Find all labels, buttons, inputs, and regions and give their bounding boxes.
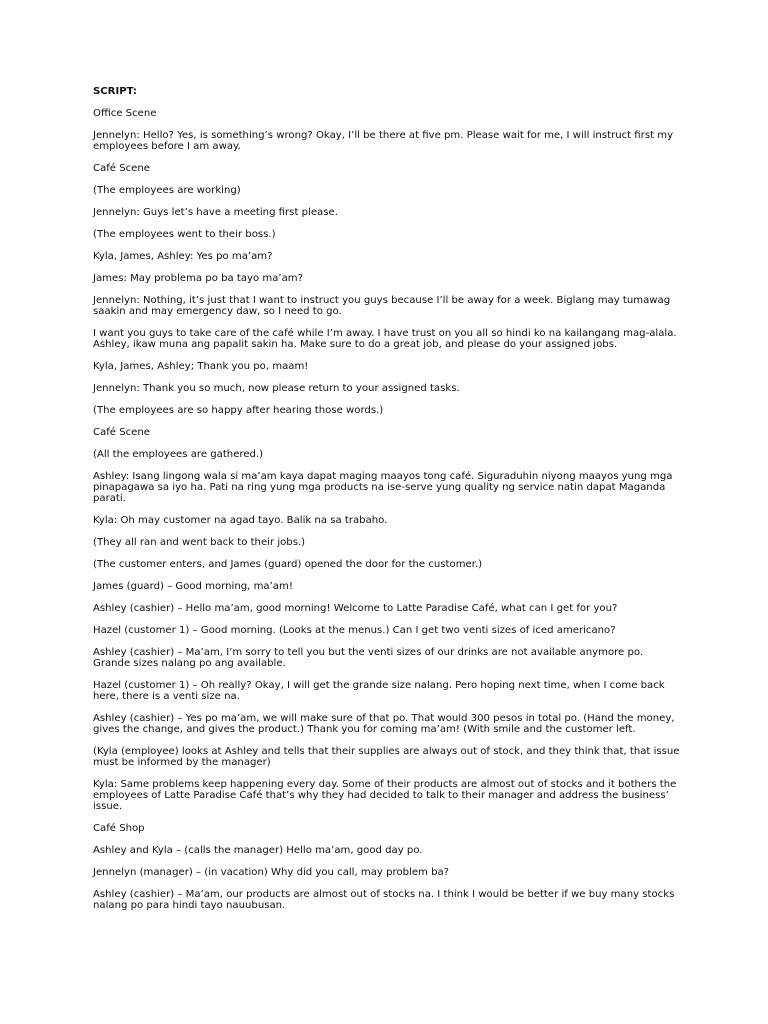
dialogue-line: Kyla: Oh may customer na agad tayo. Balik na sa trabaho. [93, 515, 388, 526]
scene-heading: Café Shop [93, 823, 145, 834]
scene-heading: Office Scene [93, 108, 157, 119]
dialogue-line: Ashley (cashier) – Hello ma’am, good morning! Welcome to Latte Paradise Café, what can I get for you? [93, 603, 618, 614]
script-title: SCRIPT: [93, 86, 137, 97]
dialogue-line: Jennelyn: Thank you so much, now please return to your assigned tasks. [93, 383, 460, 394]
dialogue-line: Kyla: Same problems keep happening every day. Some of their products are almost out of stocks and it bothers the employees of Latte Paradise Café that’s why they had decided to talk to their manager and address the business’ issue. [93, 779, 677, 812]
scene-heading: Café Scene [93, 427, 150, 438]
dialogue-line: Kyla, James, Ashley; Thank you po, maam! [93, 361, 309, 372]
dialogue-line: Kyla, James, Ashley: Yes po ma’am? [93, 251, 273, 262]
dialogue-line: James (guard) – Good morning, ma’am! [93, 581, 293, 592]
stage-direction: (All the employees are gathered.) [93, 449, 264, 460]
dialogue-line: Hazel (customer 1) – Good morning. (Looks at the menus.) Can I get two venti sizes of iced americano? [93, 625, 616, 636]
dialogue-line: Ashley (cashier) – Ma’am, our products are almost out of stocks na. I think I would be better if we buy many stocks nalang po para hindi tayo nauubusan. [93, 889, 675, 911]
stage-direction: (They all ran and went back to their jobs.) [93, 537, 306, 548]
dialogue-line: Ashley (cashier) – Ma’am, I’m sorry to tell you but the venti sizes of our drinks are not available anymore po. Grande sizes nalang po ang available. [93, 647, 644, 669]
dialogue-line: Jennelyn (manager) – (in vacation) Why did you call, may problem ba? [93, 867, 450, 878]
dialogue-line: Ashley (cashier) – Yes po ma’am, we will make sure of that po. That would 300 pesos in total po. (Hand the money, gives the change, and gives the product.) Thank you for coming ma’am! (With smile and the customer left. [93, 713, 675, 735]
dialogue-line: Jennelyn: Guys let’s have a meeting first please. [93, 207, 338, 218]
dialogue-line: James: May problema po ba tayo ma’am? [93, 273, 304, 284]
dialogue-line: I want you guys to take care of the café while I’m away. I have trust on you all so hindi ko na kailangang mag-alala. Ashley, ikaw muna ang papalit sakin ha. Make sure to do a great job, and please do your assigned jobs. [93, 328, 677, 350]
dialogue-line: Jennelyn: Nothing, it’s just that I want to instruct you guys because I’ll be away for a week. Biglang may tumawag saakin and may emergency daw, so I need to go. [93, 295, 671, 317]
stage-direction: (The employees are so happy after hearing those words.) [93, 405, 384, 416]
dialogue-line: Jennelyn: Hello? Yes, is something’s wrong? Okay, I’ll be there at five pm. Please wait for me, I will instruct first my employees before I am away. [93, 130, 674, 152]
dialogue-line: Hazel (customer 1) – Oh really? Okay, I will get the grande size nalang. Pero hoping next time, when I come back here, there is a venti size na. [93, 680, 665, 702]
stage-direction: (Kyla (employee) looks at Ashley and tells that their supplies are always out of stock, and they think that, that issue must be informed by the manager) [93, 746, 680, 768]
document-page [93, 86, 683, 922]
stage-direction: (The employees went to their boss.) [93, 229, 276, 240]
stage-direction: (The employees are working) [93, 185, 241, 196]
scene-heading: Café Scene [93, 163, 150, 174]
dialogue-line: Ashley and Kyla – (calls the manager) Hello ma’am, good day po. [93, 845, 423, 856]
dialogue-line: Ashley: Isang lingong wala si ma’am kaya dapat maging maayos tong café. Siguraduhin niyong maayos yung mga pinapagawa sa iyo ha. Pati na ring yung mga products na ise-serve yung quality ng service natin dapat Maganda parati. [93, 471, 673, 504]
stage-direction: (The customer enters, and James (guard) opened the door for the customer.) [93, 559, 483, 570]
